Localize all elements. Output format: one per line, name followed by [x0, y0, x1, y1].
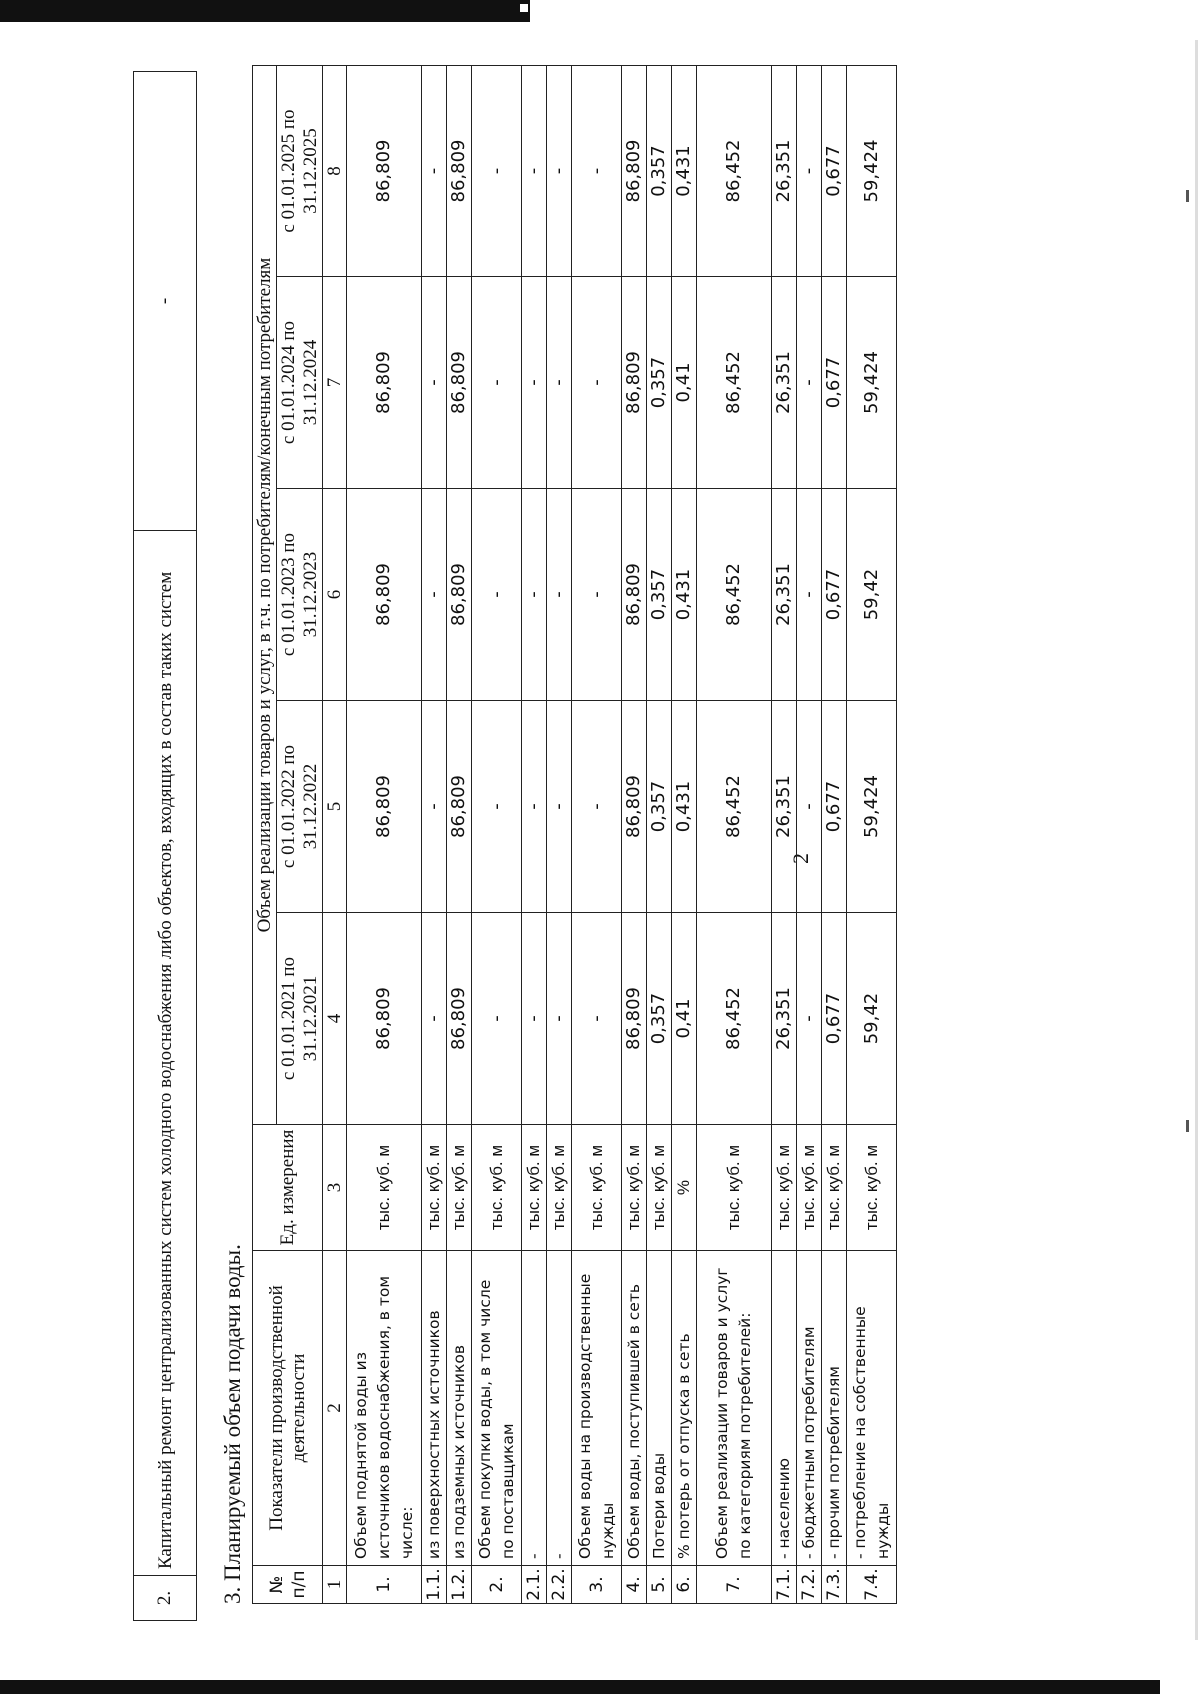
- row-number: 4.: [622, 1566, 647, 1604]
- row-value: 86,809: [447, 489, 472, 701]
- row-value: -: [572, 277, 622, 489]
- row-indicator: - прочим потребителям: [822, 1251, 847, 1566]
- header-period: с 01.01.2023 по 31.12.2023: [277, 489, 323, 701]
- row-unit: тыс. куб. м: [797, 1125, 822, 1251]
- row-unit: тыс. куб. м: [647, 1125, 672, 1251]
- row-value: 59,424: [847, 701, 897, 913]
- row-value: -: [797, 489, 822, 701]
- row-number: 7.: [697, 1566, 772, 1604]
- row-indicator: - населению: [772, 1251, 797, 1566]
- row-unit: тыс. куб. м: [472, 1125, 522, 1251]
- row-value: 86,809: [347, 277, 422, 489]
- table-row: [772, 66, 797, 1604]
- row-value: -: [522, 66, 547, 277]
- header-row: [253, 66, 277, 1604]
- table-row: [347, 66, 422, 1604]
- row-value: -: [797, 277, 822, 489]
- row-value: 59,42: [847, 913, 897, 1125]
- row-value: -: [472, 66, 522, 277]
- table-row: [547, 66, 572, 1604]
- row-value: -: [472, 489, 522, 701]
- row-value: -: [472, 913, 522, 1125]
- row-unit: тыс. куб. м: [697, 1125, 772, 1251]
- row-number: 7.4.: [847, 1566, 897, 1604]
- row-value: -: [572, 701, 622, 913]
- row-number: 7.2.: [797, 1566, 822, 1604]
- row-value: 26,351: [772, 913, 797, 1125]
- row-value: -: [522, 913, 547, 1125]
- row-indicator: Объем воды, поступившей в сеть: [622, 1251, 647, 1566]
- row-unit: тыс. куб. м: [522, 1125, 547, 1251]
- row-indicator: Объем покупки воды, в том числе по поставщикам: [472, 1251, 522, 1566]
- row-unit: тыс. куб. м: [572, 1125, 622, 1251]
- table-row: [422, 66, 447, 1604]
- table-row: [572, 66, 622, 1604]
- row-indicator: Потери воды: [647, 1251, 672, 1566]
- row-value: -: [522, 489, 547, 701]
- column-number: 2: [323, 1251, 347, 1566]
- row-value: 0,431: [672, 66, 697, 277]
- row-value: 86,809: [347, 489, 422, 701]
- row-value: 86,809: [622, 701, 647, 913]
- column-number-row: [323, 66, 347, 1604]
- header-unit: Ед. измерения: [253, 1125, 323, 1251]
- row-number: 1.2.: [447, 1566, 472, 1604]
- row-value: 86,809: [622, 913, 647, 1125]
- column-number: 7: [323, 277, 347, 489]
- row-value: 0,431: [672, 489, 697, 701]
- header-period: с 01.01.2025 по 31.12.2025: [277, 66, 323, 277]
- table-row: [822, 66, 847, 1604]
- row-value: -: [422, 489, 447, 701]
- row-value: 0,677: [822, 489, 847, 701]
- section-heading: 3. Планируемый объем подачи воды.: [220, 1244, 245, 1604]
- row-number: 2.: [472, 1566, 522, 1604]
- row-value: 26,351: [772, 277, 797, 489]
- row-value: 86,809: [447, 701, 472, 913]
- row-number: 6.: [672, 1566, 697, 1604]
- table-row: [522, 66, 547, 1604]
- row-indicator: - потребление на собственные нужды: [847, 1251, 897, 1566]
- row-number: 1.: [347, 1566, 422, 1604]
- row-value: 86,452: [697, 66, 772, 277]
- row-value: 59,424: [847, 66, 897, 277]
- table-row: [134, 72, 197, 1621]
- row-value: 86,452: [697, 701, 772, 913]
- row-value: -: [572, 489, 622, 701]
- row-indicator: -: [547, 1251, 572, 1566]
- row-value: 0,357: [647, 701, 672, 913]
- row-unit: тыс. куб. м: [847, 1125, 897, 1251]
- column-number: 4: [323, 913, 347, 1125]
- row-value: 0,41: [672, 913, 697, 1125]
- row-indicator: Объем поднятой воды из источников водоснабжения, в том числе:: [347, 1251, 422, 1566]
- row-value: 59,42: [847, 489, 897, 701]
- row-unit: тыс. куб. м: [447, 1125, 472, 1251]
- row-value: 86,809: [347, 66, 422, 277]
- section2-number: 2.: [134, 1576, 197, 1621]
- row-value: 0,357: [647, 489, 672, 701]
- table-row: [447, 66, 472, 1604]
- row-value: 59,424: [847, 277, 897, 489]
- row-value: 86,809: [622, 277, 647, 489]
- row-number: 3.: [572, 1566, 622, 1604]
- row-value: 0,357: [647, 277, 672, 489]
- row-unit: тыс. куб. м: [822, 1125, 847, 1251]
- row-value: 86,809: [622, 489, 647, 701]
- row-value: -: [797, 701, 822, 913]
- row-unit: %: [672, 1125, 697, 1251]
- table-row: [847, 66, 897, 1604]
- header-period: с 01.01.2022 по 31.12.2022: [277, 701, 323, 913]
- row-value: 0,677: [822, 277, 847, 489]
- row-value: 86,809: [347, 913, 422, 1125]
- table-row: [797, 66, 822, 1604]
- row-number: 2.2.: [547, 1566, 572, 1604]
- row-value: -: [547, 277, 572, 489]
- section2-value: -: [134, 72, 197, 531]
- row-value: 86,809: [622, 66, 647, 277]
- table-row: [472, 66, 522, 1604]
- row-value: -: [547, 701, 572, 913]
- table-row: [672, 66, 697, 1604]
- row-value: 0,431: [672, 701, 697, 913]
- row-value: 0,677: [822, 913, 847, 1125]
- water-supply-table: [252, 65, 897, 1604]
- row-value: 86,809: [347, 701, 422, 913]
- row-value: 0,677: [822, 701, 847, 913]
- table-row: [647, 66, 672, 1604]
- row-value: 86,809: [447, 913, 472, 1125]
- header-group: Объем реализации товаров и услуг, в т.ч. по потребителям/конечным потребителям: [253, 66, 277, 1125]
- page-number: 2: [788, 853, 813, 864]
- row-value: -: [472, 701, 522, 913]
- header-period: с 01.01.2021 по 31.12.2021: [277, 913, 323, 1125]
- row-value: 26,351: [772, 489, 797, 701]
- row-value: 0,357: [647, 66, 672, 277]
- row-unit: тыс. куб. м: [347, 1125, 422, 1251]
- row-value: -: [472, 277, 522, 489]
- row-value: -: [797, 913, 822, 1125]
- row-value: 86,809: [447, 277, 472, 489]
- row-value: -: [522, 277, 547, 489]
- row-indicator: -: [522, 1251, 547, 1566]
- row-number: 2.1.: [522, 1566, 547, 1604]
- capital-repair-table: [133, 71, 197, 1621]
- row-value: -: [422, 66, 447, 277]
- row-value: 26,351: [772, 66, 797, 277]
- column-number: 3: [323, 1125, 347, 1251]
- row-value: -: [422, 277, 447, 489]
- row-indicator: % потерь от отпуска в сеть: [672, 1251, 697, 1566]
- row-unit: тыс. куб. м: [422, 1125, 447, 1251]
- header-num: № п/п: [253, 1566, 323, 1604]
- row-value: -: [572, 66, 622, 277]
- row-value: 86,452: [697, 489, 772, 701]
- row-unit: тыс. куб. м: [547, 1125, 572, 1251]
- row-value: -: [422, 701, 447, 913]
- row-value: 0,41: [672, 277, 697, 489]
- row-indicator: из подземных источников: [447, 1251, 472, 1566]
- row-value: 26,351: [772, 701, 797, 913]
- row-value: -: [522, 701, 547, 913]
- row-value: -: [572, 913, 622, 1125]
- row-unit: тыс. куб. м: [772, 1125, 797, 1251]
- row-value: -: [547, 489, 572, 701]
- row-number: 7.3.: [822, 1566, 847, 1604]
- header-period: с 01.01.2024 по 31.12.2024: [277, 277, 323, 489]
- row-indicator: из поверхностных источников: [422, 1251, 447, 1566]
- row-indicator: Объем реализации товаров и услуг по категориям потребителей:: [697, 1251, 772, 1566]
- table-row: [697, 66, 772, 1604]
- row-value: 0,677: [822, 66, 847, 277]
- row-value: 86,452: [697, 277, 772, 489]
- row-number: 1.1.: [422, 1566, 447, 1604]
- table-row: [622, 66, 647, 1604]
- header-indicator: Показатели производственной деятельности: [253, 1251, 323, 1566]
- column-number: 6: [323, 489, 347, 701]
- column-number: 8: [323, 66, 347, 277]
- row-value: -: [547, 913, 572, 1125]
- row-value: -: [422, 913, 447, 1125]
- row-number: 7.1.: [772, 1566, 797, 1604]
- row-indicator: Объем воды на производственные нужды: [572, 1251, 622, 1566]
- section2-text: Капитальный ремонт централизованных систем холодного водоснабжения либо объектов, входящих в состав таких систем: [134, 531, 197, 1576]
- column-number: 5: [323, 701, 347, 913]
- row-indicator: - бюджетным потребителям: [797, 1251, 822, 1566]
- row-unit: тыс. куб. м: [622, 1125, 647, 1251]
- row-value: -: [547, 66, 572, 277]
- row-number: 5.: [647, 1566, 672, 1604]
- row-value: 86,809: [447, 66, 472, 277]
- row-value: -: [797, 66, 822, 277]
- column-number: 1: [323, 1566, 347, 1604]
- row-value: 86,452: [697, 913, 772, 1125]
- row-value: 0,357: [647, 913, 672, 1125]
